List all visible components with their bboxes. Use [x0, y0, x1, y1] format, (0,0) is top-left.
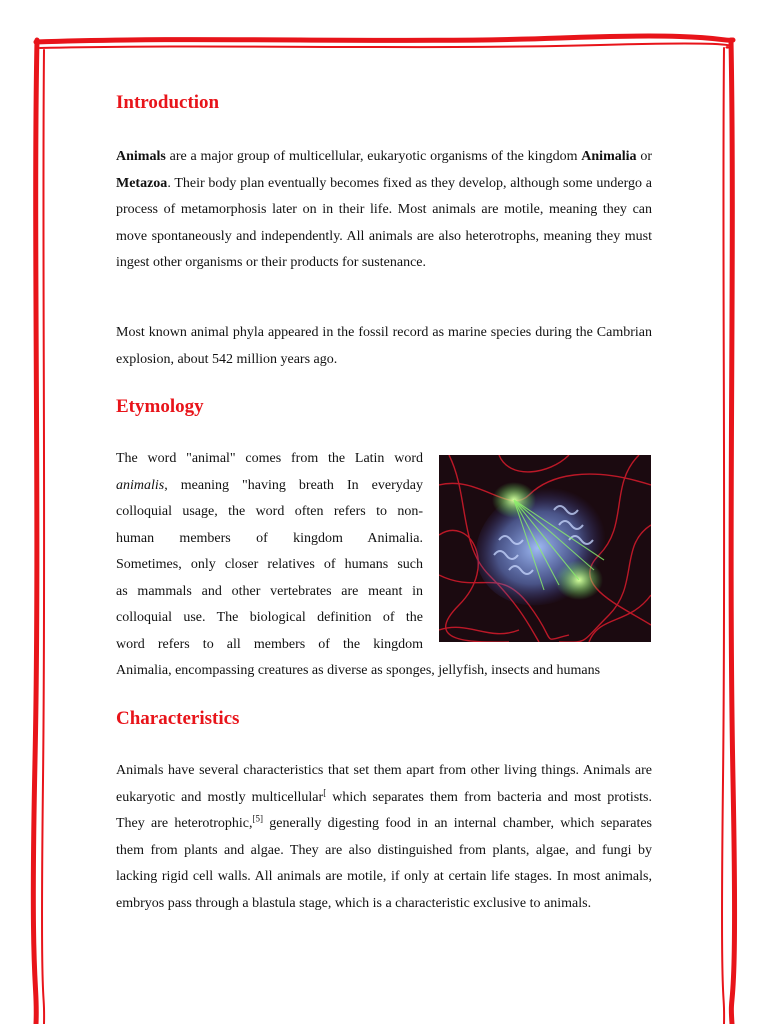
- intro-paragraph-1: [116, 144, 652, 277]
- heading-characteristics: Characteristics: [116, 708, 240, 729]
- heading-etymology: Etymology: [116, 396, 204, 417]
- etymology-line: colloquial usage, the word often refers to non-: [116, 504, 423, 519]
- cell-division-image: [439, 455, 651, 642]
- etymology-line: Sometimes, only closer relatives of humans such: [116, 557, 423, 572]
- etymology-line: The word "animal" comes from the Latin word: [116, 451, 423, 466]
- citation-5[interactable]: [5]: [252, 813, 264, 824]
- etymology-line: Animalia, encompassing creatures as diverse as sponges, jellyfish, insects and humans: [116, 663, 601, 678]
- etymology-line-rest: , meaning "having breath In everyday: [164, 477, 423, 493]
- characteristics-text-2: which separates them from bacteria and most protists. They are heterotrophic,: [116, 789, 652, 831]
- intro-text-3: . Their body plan eventually becomes fixed as they develop, although some undergo a process of metamorphosis later on in their life. Most animals are motile, meaning they can move spontaneously and independently. All animals are also heterotrophs, meaning they must ingest other organisms or their products for sustenance.: [116, 175, 652, 270]
- etymology-line: word refers to all members of the kingdom: [116, 636, 423, 652]
- etymology-line: as mammals and other vertebrates are meant in: [116, 583, 423, 599]
- term-animalis: animalis: [116, 477, 165, 493]
- term-animalia: Animalia: [581, 149, 637, 164]
- characteristics-paragraph: [116, 758, 652, 917]
- term-metazoa: Metazoa: [116, 175, 168, 191]
- etymology-paragraph: [116, 446, 601, 685]
- etymology-line: colloquial use. The biological definition of the: [116, 610, 423, 625]
- etymology-line: [116, 473, 423, 500]
- intro-paragraph-2: Most known animal phyla appeared in the fossil record as marine species during the Cambrian explosion, about 542 million years ago.: [116, 325, 652, 367]
- intro-text-1: are a major group of multicellular, eukaryotic organisms of the kingdom: [165, 149, 582, 164]
- term-animals: Animals: [116, 149, 166, 164]
- characteristics-text-1: Animals have several characteristics that set them apart from other living things. Animals are eukaryotic and mostly multicellular: [116, 763, 652, 805]
- intro-text-2: or: [636, 149, 652, 164]
- citation-marker[interactable]: [: [323, 786, 327, 797]
- etymology-line: human members of kingdom Animalia.: [116, 530, 423, 546]
- heading-introduction: Introduction: [116, 92, 220, 113]
- characteristics-text-3: generally digesting food in an internal chamber, which separates them from plants and algae. They are also distinguished from plants, algae, and fungi by lacking rigid cell walls. All animals are motile, if only at certain life stages. In most animals, embryos pass through a blastula stage, which is a characteristic exclusive to animals.: [116, 816, 652, 911]
